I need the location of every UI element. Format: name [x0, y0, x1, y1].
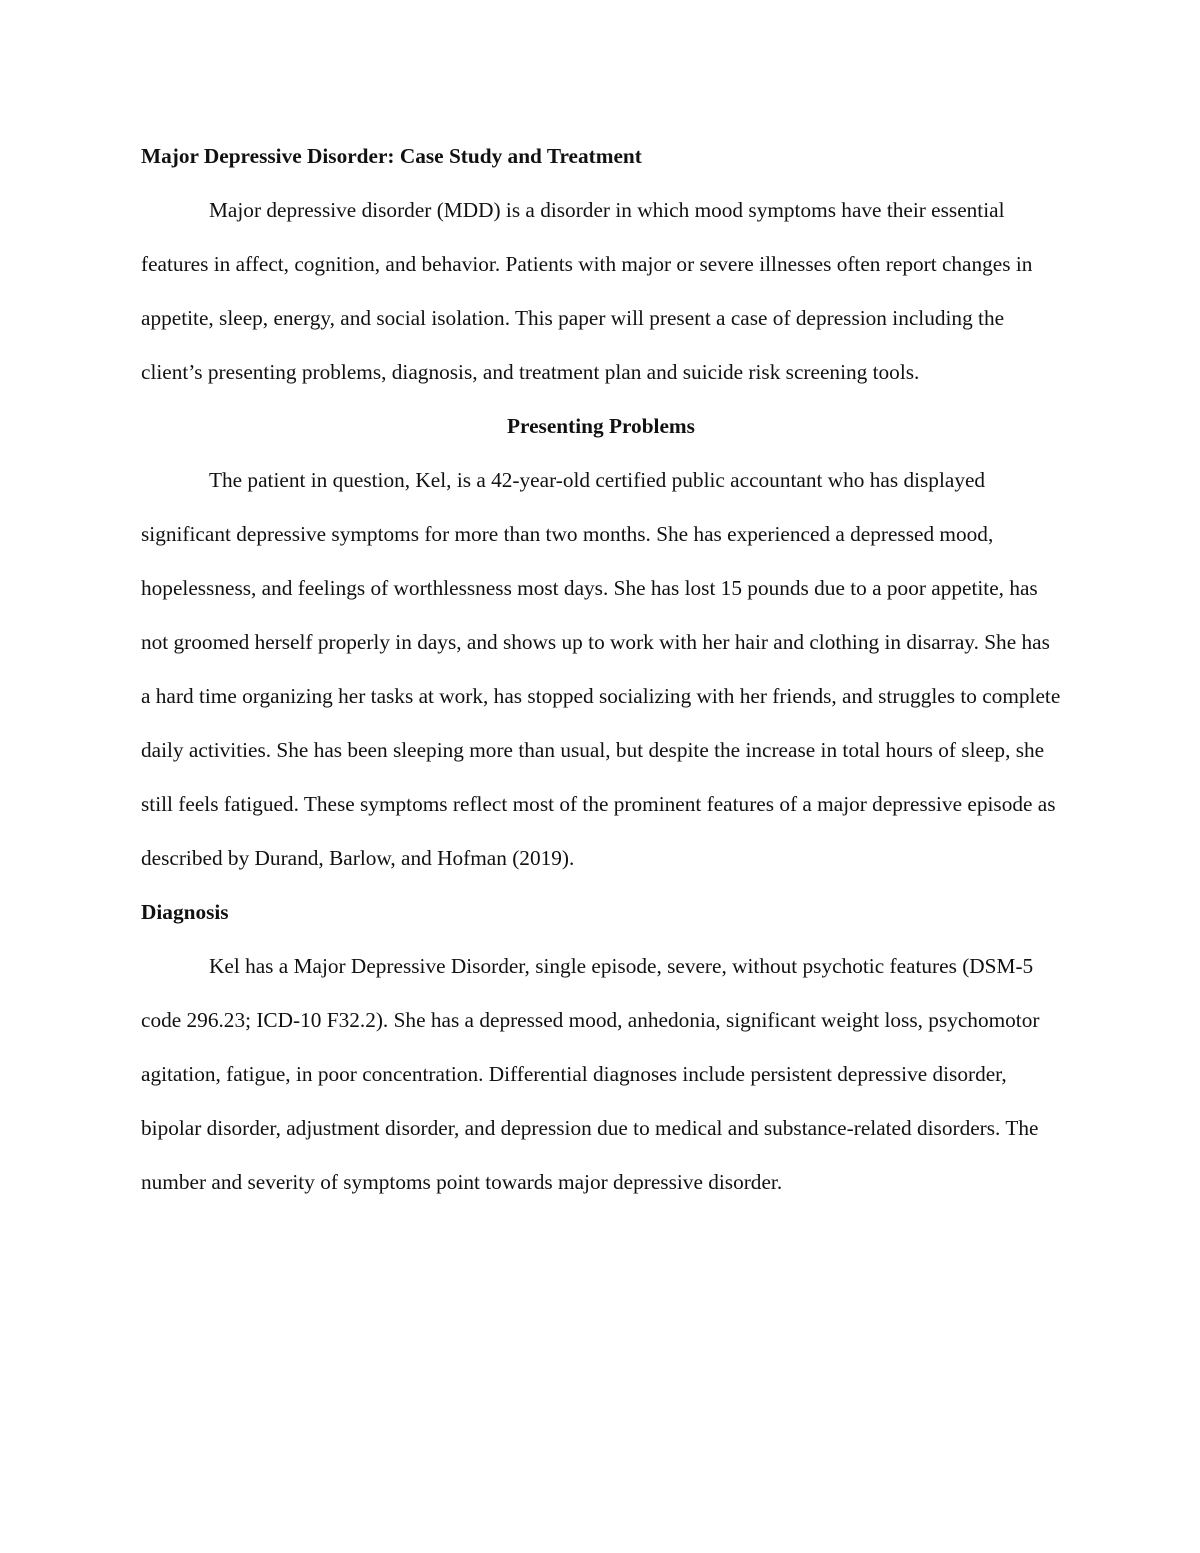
diagnosis-heading: Diagnosis: [141, 900, 229, 924]
presenting-problems-heading: Presenting Problems: [507, 414, 695, 438]
document-body: [141, 129, 1061, 1209]
presenting-problems-paragraph: The patient in question, Kel, is a 42-year-old certified public accountant who has displayed significant depressive symptoms for more than two months. She has experienced a depressed mood, hopelessness, and feelings of worthlessness most days. She has lost 15 pounds due to a poor appetite, has not groomed herself properly in days, and shows up to work with her hair and clothing in disarray. She has a hard time organizing her tasks at work, has stopped socializing with her friends, and struggles to complete daily activities. She has been sleeping more than usual, but despite the increase in total hours of sleep, she still feels fatigued. These symptoms reflect most of the prominent features of a major depressive episode as described by Durand, Barlow, and Hofman (2019).: [141, 468, 1061, 870]
diagnosis-paragraph: Kel has a Major Depressive Disorder, single episode, severe, without psychotic features (DSM-5 code 296.23; ICD-10 F32.2). She has a depressed mood, anhedonia, significant weight loss, psychomotor agitation, fatigue, in poor concentration. Differential diagnoses include persistent depressive disorder, bipolar disorder, adjustment disorder, and depression due to medical and substance-related disorders. The number and severity of symptoms point towards major depressive disorder.: [141, 954, 1040, 1194]
document-title: Major Depressive Disorder: Case Study and Treatment: [141, 144, 642, 168]
intro-paragraph: Major depressive disorder (MDD) is a disorder in which mood symptoms have their essential features in affect, cognition, and behavior. Patients with major or severe illnesses often report changes in appetite, sleep, energy, and social isolation. This paper will present a case of depression including the client’s presenting problems, diagnosis, and treatment plan and suicide risk screening tools.: [141, 198, 1033, 384]
